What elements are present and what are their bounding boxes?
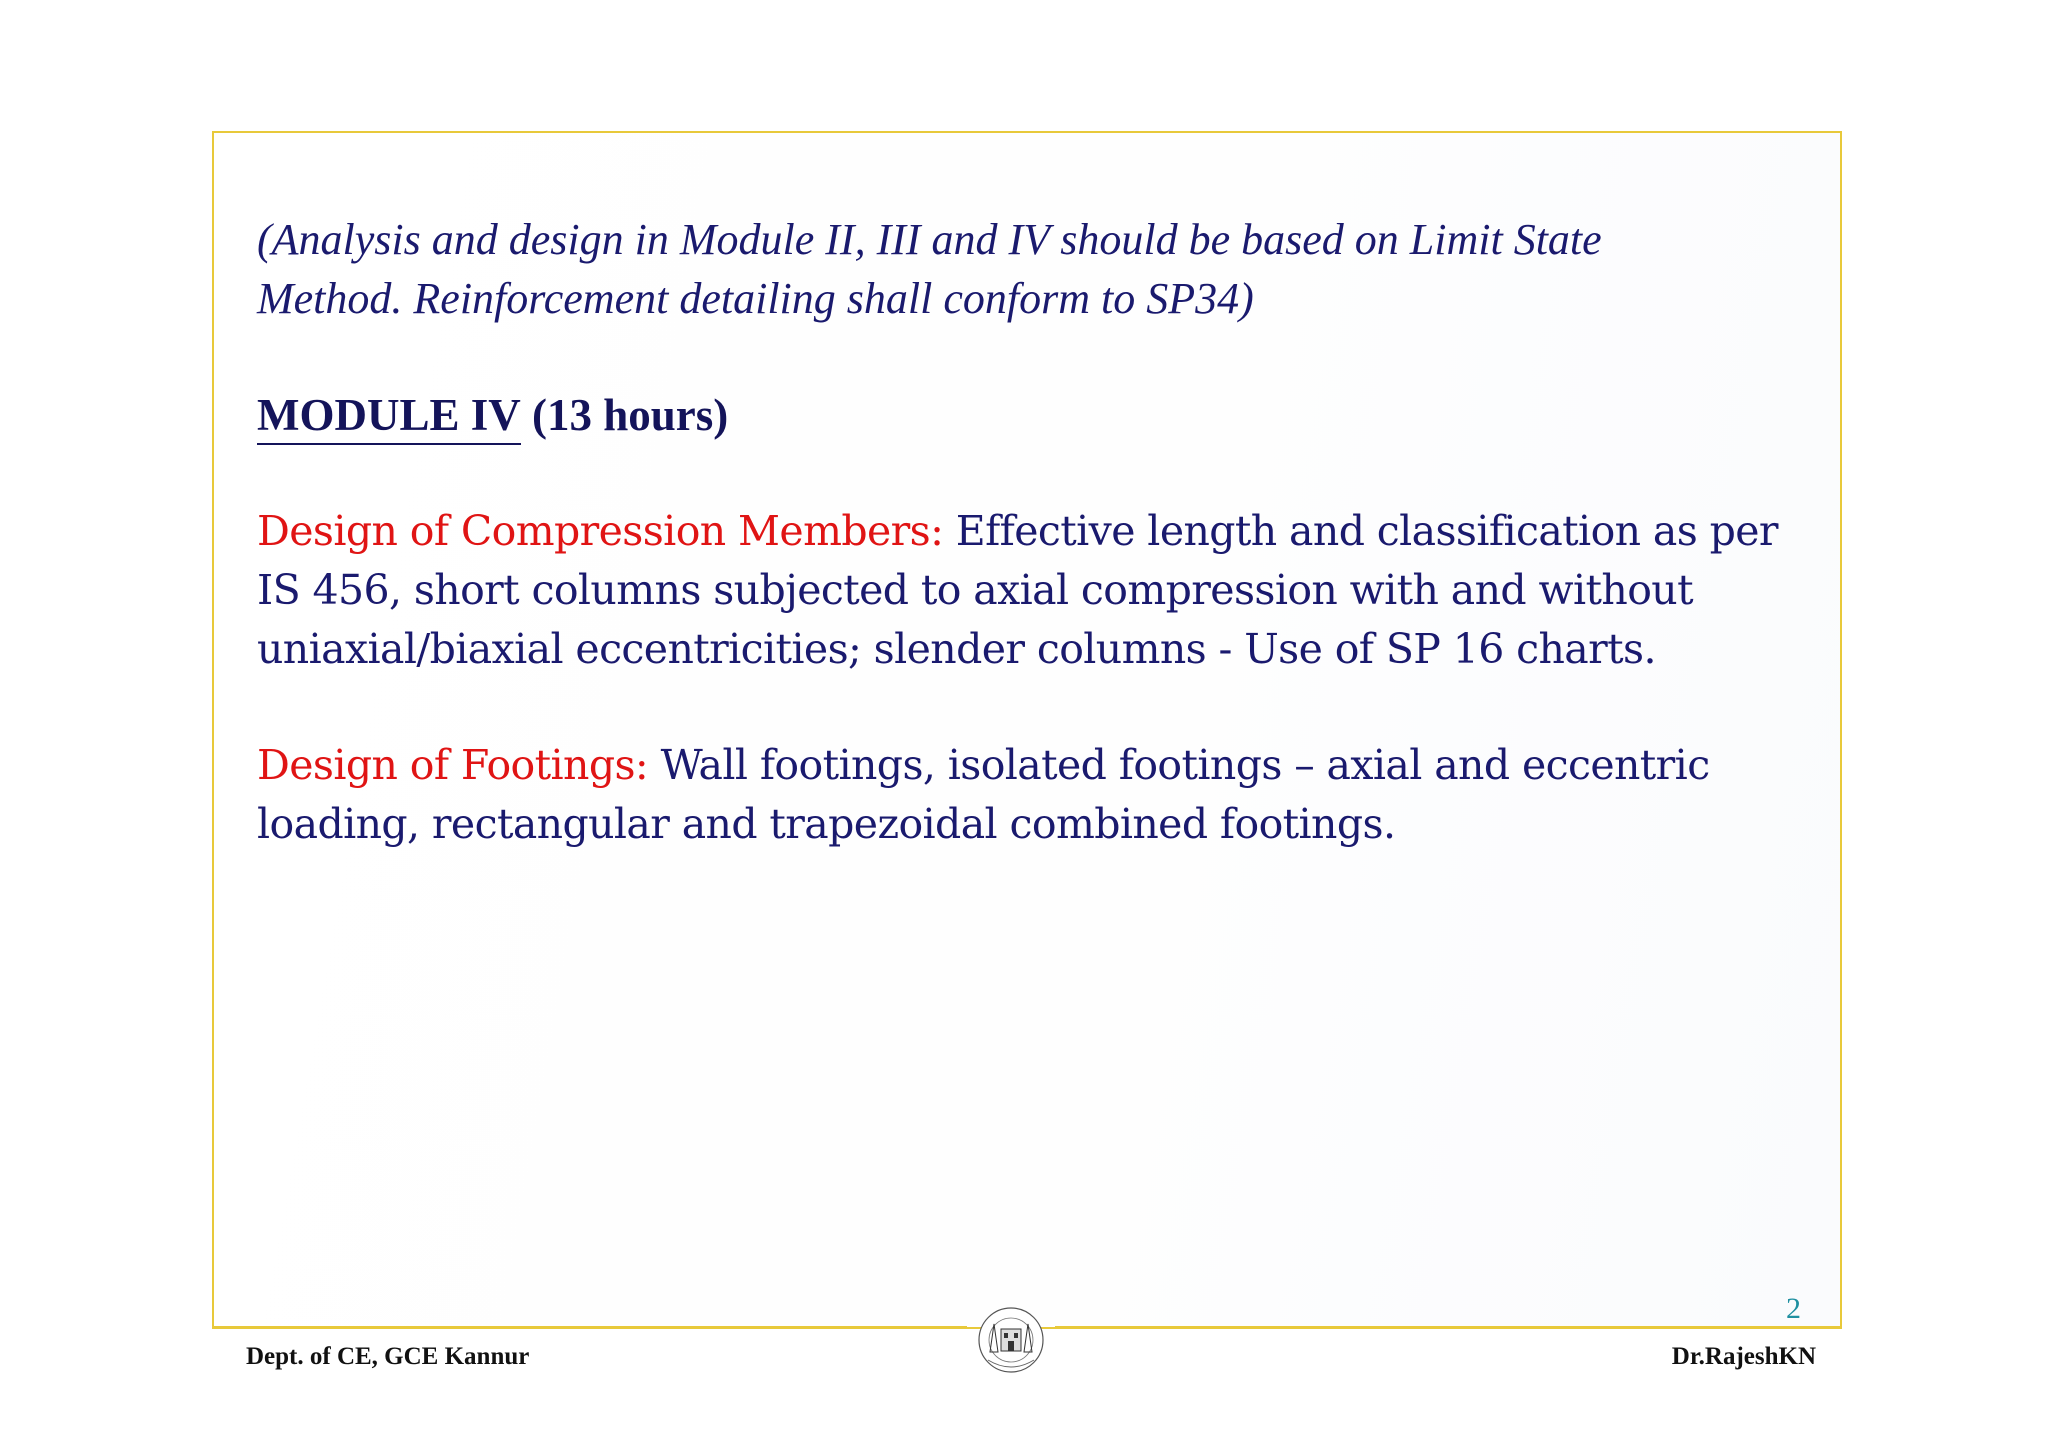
page-number: 2 bbox=[1786, 1292, 1801, 1325]
compression-members-text: Effective length and classification as per IS 456, short columns subjected to axial compression with and without uniaxial/biaxial eccentricities; slender columns - Use of SP 16 charts. bbox=[257, 507, 1778, 673]
footings-heading: Design of Footings: bbox=[257, 741, 649, 789]
footer-author: Dr.RajeshKN bbox=[1671, 1343, 1816, 1370]
compression-members-heading: Design of Compression Members: bbox=[257, 507, 944, 555]
slide-content bbox=[257, 210, 1817, 854]
footer-divider-left bbox=[212, 1326, 967, 1329]
college-emblem-icon bbox=[976, 1302, 1046, 1382]
footings-text: Wall footings, isolated footings – axial and eccentric loading, rectangular and trapezoidal combined footings. bbox=[257, 741, 1710, 848]
footings-paragraph bbox=[257, 736, 1817, 854]
module-heading bbox=[257, 385, 1817, 445]
note-line-1: (Analysis and design in Module II, III and IV should be based on Limit State bbox=[257, 215, 1602, 264]
module-title: MODULE IV bbox=[257, 387, 521, 445]
footer-department: Dept. of CE, GCE Kannur bbox=[246, 1343, 530, 1370]
footer-divider-right bbox=[1055, 1326, 1842, 1329]
note-paragraph bbox=[257, 210, 1817, 328]
note-line-2: Method. Reinforcement detailing shall conform to SP34) bbox=[257, 274, 1254, 323]
compression-members-paragraph bbox=[257, 502, 1817, 679]
module-hours: (13 hours) bbox=[532, 390, 729, 440]
